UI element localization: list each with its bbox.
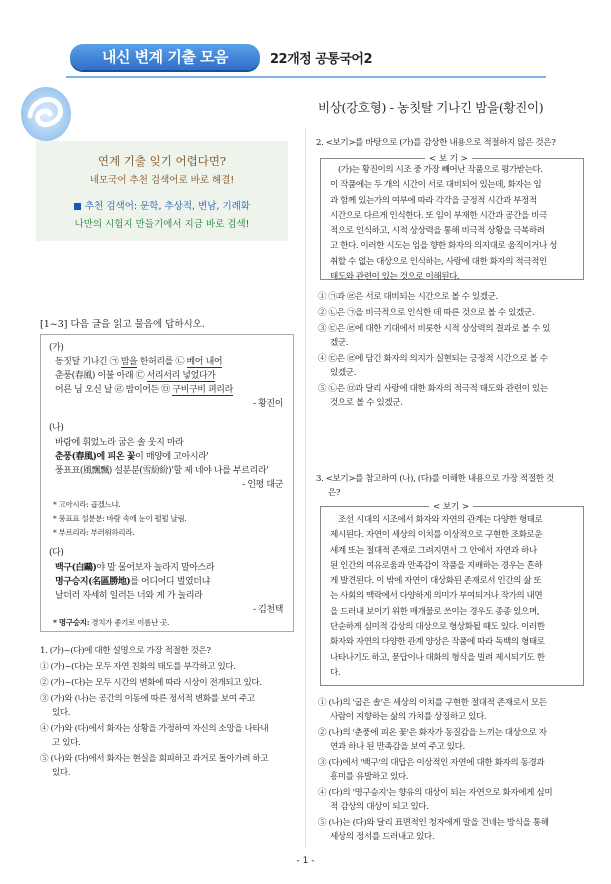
answer-option[interactable]: ① (나)의 '굽은 솔'은 세상의 이치를 구현한 절대적 존재로서 모든 사람이 지향하는 삶의 가치를 상징하고 있다. bbox=[318, 698, 547, 722]
answer-option[interactable]: ② (나)의 '춘풍에 피온 꽃'은 화자가 동질감을 느끼는 대상으로 자 연과 하나 된 만족감을 보여 주고 있다. bbox=[318, 728, 547, 752]
answer-option[interactable]: ② ㉡은 ㉠을 비극적으로 인식한 데 따른 것으로 볼 수 있겠군. bbox=[318, 308, 535, 318]
footnote: * 부르리라: 부러워하리라. bbox=[53, 528, 135, 537]
answer-option[interactable]: ⑤ ㉡은 ㉤과 달리 사랑에 대한 화자의 적극적 태도와 관련이 있는 것으로 볼 수 있겠군. bbox=[318, 384, 548, 408]
header-rule bbox=[66, 76, 546, 78]
poem-author: - 황진이 bbox=[253, 399, 283, 409]
bogi-text: 조선 시대의 시조에서 화자와 자연의 관계는 다양한 형태로 제시된다. 자연이 세상의 이치를 이상적으로 구현한 조화로운 세계 또는 절대적 존재로 그려지면서 그 안에서 자연과 하나 된 인간의 여유로움과 만족감이 작품을 지배하는 경우는 흔하 게 발견된다. 이 밖에 자연이 대상화된 존재로서 인간의 삶 또 는 사회의 맥락에서 다양하게 의미가 부여되거나 작가의 내면 을 드러내 보이기 위한 매개물로 쓰이는 경우도 종종 있으며, 단순하게 심미적 감상의 대상으로 형상화될 때도 있다. 이러한 화자와 자연의 다양한 관계 양상은 작품에 따라 독백의 형태로 나타나기도 하고, 묻답이나 대화의 형식을 빌려 제시되기도 한 다. bbox=[330, 515, 545, 678]
poem-line: 풍표표(風飄飄) 설분분(雪紛紛)'할 제 네야 나를 부르리라' bbox=[55, 466, 269, 476]
question-1 bbox=[40, 644, 268, 780]
answer-option[interactable]: ② (가)~(다)는 모두 시간의 변화에 따라 시상이 전개되고 있다. bbox=[40, 678, 262, 688]
page-title: 비상(강호형) - 농칫탈 기나긴 밤을(황진이) bbox=[318, 100, 544, 115]
poem-line: 춘풍(春風)에 피온 꽃이 매양에 고아시라' bbox=[55, 452, 209, 462]
swirl-logo-icon bbox=[16, 82, 74, 144]
bogi-box-2 bbox=[320, 154, 584, 283]
instruction: [1~3] 다음 글을 읽고 물음에 답하시오. bbox=[40, 319, 205, 330]
answer-option[interactable]: ④ (가)와 (다)에서 화자는 상황을 가정하여 자신의 소망을 나타내 고 있다. bbox=[40, 724, 269, 748]
footnote: * 고아시라: 곱겠느냐. bbox=[53, 500, 121, 509]
page-number: - 1 - bbox=[296, 856, 315, 866]
column-divider bbox=[305, 128, 306, 848]
footnote: * 명구승지: 경치가 좋기로 이름난 곳. bbox=[53, 618, 170, 627]
passage-box bbox=[40, 334, 294, 632]
square-bullet-icon bbox=[74, 203, 81, 210]
poem-line: 어른 님 오신 날 ㉣ 밤이어든 ㉤ 구비구비 펴리라 bbox=[55, 385, 233, 395]
poem-line: 명구승지(名區勝地)를 어디어디 벌였더냐 bbox=[55, 577, 210, 587]
poem-author: - 인평 대군 bbox=[242, 480, 283, 490]
question-2-stem: 2. <보기>를 바탕으로 (가)를 감상한 내용으로 적절하지 않은 것은? bbox=[316, 138, 556, 148]
promo-headline: 연계 기출 잊기 어렵다면? bbox=[97, 154, 227, 168]
passage-label-da: (다) bbox=[49, 548, 64, 558]
poem-line: 동짓달 기나긴 ㉠ 밤을 한허리를 ㉡ 베어 내어 bbox=[55, 357, 223, 367]
passage-label-ga: (가) bbox=[49, 343, 64, 353]
question-3-stem: 3. <보기>를 참고하여 (나), (다)를 이해한 내용으로 가장 적절한 것 은? bbox=[316, 474, 554, 498]
bogi-box-3 bbox=[320, 502, 584, 686]
promo-keywords bbox=[36, 198, 288, 212]
series-banner: 내신 변계 기출 모음 bbox=[70, 44, 260, 70]
poem-line: 바람에 휘었노라 굽은 솔 웃지 마라 bbox=[55, 438, 184, 448]
answer-option[interactable]: ③ (가)와 (나)는 공간의 이동에 따른 정서적 변화를 보여 주고 있다. bbox=[40, 694, 255, 718]
footnote: * 풍표표 설분분: 바람 속에 눈이 펄펄 날림. bbox=[53, 514, 187, 523]
bogi-text: (가)는 황진이의 시조 중 가장 빼어난 작품으로 평가받는다. 이 작품에는 두 개의 시간이 서로 대비되어 있는데, 화자는 임 과 함께 있는가의 여부에 따라 각각을 긍정적 시간과 부정적 시간으로 다르게 인식한다. 또 임이 부재한 시간과 공간을 비극 적으로 인식하고, 시적 상상력을 통해 비극적 상황을 극복하려 고 한다. 이러한 시도는 임을 향한 화자의 의지대로 움직이거나 성 취할 수 없는 대상으로 인식하는, 사랑에 대한 화자의 적극적인 태도와 관련이 있는 것으로 이해된다. bbox=[330, 165, 557, 283]
passage-label-na: (나) bbox=[49, 423, 64, 433]
promo-subline: 네모국어 추천 검색어로 바로 해결! bbox=[89, 175, 235, 186]
answer-option[interactable]: ⑤ (나)는 (다)와 달리 표면적인 청자에게 말을 건네는 방식을 통해 세상의 정서를 드러내고 있다. bbox=[318, 818, 549, 842]
bogi-label: < 보기 > bbox=[429, 500, 473, 512]
answer-option[interactable]: ④ ㉢은 ㉣에 담긴 화자의 의지가 실현되는 긍정적 시간으로 볼 수 있겠군. bbox=[318, 354, 548, 378]
poem-author: - 김천택 bbox=[253, 605, 283, 615]
promo-cta: 나만의 시험지 만들기에서 지금 바로 검색! bbox=[74, 219, 250, 230]
poem-line: 날더러 자세히 일러든 너와 게 가 놀리라 bbox=[55, 591, 203, 601]
poem-line: 백구(白鷗)야 말 물어보자 놀라지 말아스라 bbox=[55, 563, 215, 573]
answer-option[interactable]: ① ㉠과 ㉣은 서로 대비되는 시간으로 볼 수 있겠군. bbox=[318, 292, 498, 302]
answer-option[interactable]: ④ (다)의 '명구승지'는 향유의 대상이 되는 자연으로 화자에게 심미 적 감상의 대상이 되고 있다. bbox=[318, 788, 553, 812]
answer-option[interactable]: ① (가)~(다)는 모두 자연 친화의 태도를 부각하고 있다. bbox=[40, 662, 236, 672]
subject-title: 22개정 공통국어2 bbox=[270, 52, 373, 67]
promo-keywords-text: 추천 검색어: 문학, 추상적, 변남, 기례화 bbox=[84, 201, 250, 212]
answer-option[interactable]: ⑤ (나)와 (다)에서 화자는 현실을 회피하고 과거로 돌아가려 하고 있다. bbox=[40, 754, 269, 778]
question-3-options bbox=[318, 696, 584, 844]
bogi-label: < 보 기 > bbox=[425, 152, 472, 164]
answer-option[interactable]: ③ (다)에서 '백구'의 대답은 이상적인 자연에 대한 화자의 동경과 흥미를 유발하고 있다. bbox=[318, 758, 545, 782]
answer-option[interactable]: ③ ㉢은 ㉣에 대한 기대에서 비롯한 시적 상상력의 결과로 볼 수 있 겠군. bbox=[318, 324, 550, 348]
poem-line: 춘풍(春風) 이불 아래 ㉢ 서리서리 넣었다가 bbox=[55, 371, 216, 381]
question-2-options bbox=[318, 290, 584, 410]
promo-box bbox=[36, 141, 288, 241]
question-stem: 1. (가)~(다)에 대한 설명으로 가장 적절한 것은? bbox=[40, 646, 211, 656]
